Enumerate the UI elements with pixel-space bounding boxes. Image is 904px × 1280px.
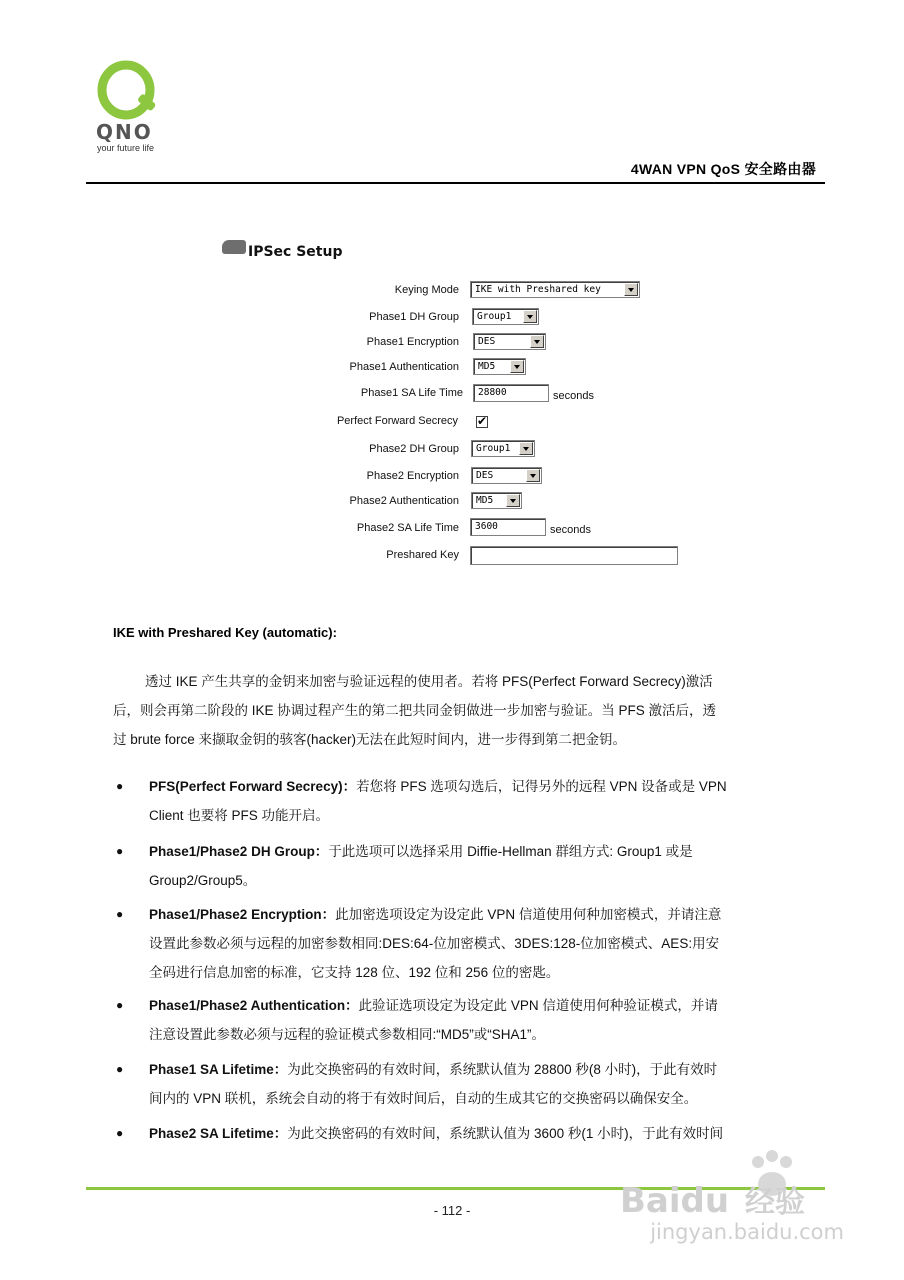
p2-encryption-select[interactable] bbox=[471, 467, 542, 484]
bullet-text: 为此交换密码的有效时间，系统默认值为 28800 秒(8 小时)，于此有效时 bbox=[287, 1062, 718, 1077]
bullet-text: 注意设置此参数必须与远程的验证模式参数相同:“MD5”或“SHA1”。 bbox=[149, 1027, 546, 1042]
p1-dh-group-value: Group1 bbox=[477, 311, 512, 322]
header-divider bbox=[86, 182, 825, 184]
bullet-term: Phase1/Phase2 DH Group： bbox=[149, 844, 329, 859]
intro-line-2: 后，则会再第二阶段的 IKE 协调过程产生的第二把共同金钥做进一步加密与验证。当 PFS 激活后，透 bbox=[113, 703, 717, 718]
pfs-label: Perfect Forward Secrecy bbox=[336, 415, 458, 427]
watermark-brand: Baidu bbox=[620, 1181, 730, 1221]
keying-mode-value: IKE with Preshared key bbox=[475, 284, 601, 295]
bullet-dot: ● bbox=[116, 1062, 124, 1076]
keying-mode-select[interactable] bbox=[470, 281, 640, 298]
p2-sa-life-input[interactable] bbox=[470, 518, 546, 536]
preshared-key-label: Preshared Key bbox=[386, 549, 459, 561]
bullet-text: 若您将 PFS 选项勾选后，记得另外的远程 VPN 设备或是 VPN bbox=[356, 779, 727, 794]
intro-line-1: 透过 IKE 产生共享的金钥来加密与验证远程的使用者。若将 PFS(Perfect Forward Secrecy)激活 bbox=[145, 674, 713, 689]
bullet-text: 为此交换密码的有效时间，系统默认值为 3600 秒(1 小时)，于此有效时间 bbox=[287, 1126, 724, 1141]
bullet-dot: ● bbox=[116, 779, 124, 793]
bullet-p2-sa-lifetime bbox=[149, 1119, 791, 1148]
p1-auth-value: MD5 bbox=[478, 361, 496, 372]
bullet-term: Phase1/Phase2 Authentication： bbox=[149, 998, 359, 1013]
chevron-down-icon[interactable] bbox=[526, 469, 540, 482]
bullet-encryption bbox=[149, 900, 791, 987]
bullet-text: 于此选项可以选择采用 Diffie-Hellman 群组方式: Group1 或是 bbox=[328, 844, 693, 859]
bullet-text: 全码进行信息加密的标准，它支持 128 位、192 位和 256 位的密匙。 bbox=[149, 965, 560, 980]
p1-encryption-select[interactable] bbox=[473, 333, 546, 350]
bullet-term: PFS(Perfect Forward Secrecy)： bbox=[149, 779, 357, 794]
bullet-pfs bbox=[149, 772, 791, 830]
page-header-title: 4WAN VPN QoS 安全路由器 bbox=[630, 161, 816, 177]
p1-sa-life-label: Phase1 SA Life Time bbox=[360, 387, 463, 399]
p2-sa-life-unit: seconds bbox=[550, 524, 591, 536]
p1-encryption-label: Phase1 Encryption bbox=[366, 336, 459, 348]
bullet-term: Phase2 SA Lifetime： bbox=[149, 1126, 288, 1141]
panel-title-icon bbox=[222, 240, 246, 254]
p2-sa-life-value: 3600 bbox=[475, 521, 498, 532]
preshared-key-input[interactable] bbox=[470, 546, 678, 565]
p2-encryption-value: DES bbox=[476, 470, 494, 481]
p2-auth-select[interactable] bbox=[471, 492, 522, 509]
bullet-dot: ● bbox=[116, 998, 124, 1012]
bullet-term: Phase1/Phase2 Encryption： bbox=[149, 907, 336, 922]
bullet-text: 间内的 VPN 联机，系统会自动的将于有效时间后，自动的生成其它的交换密码以确保安全。 bbox=[149, 1091, 698, 1106]
watermark-url: jingyan.baidu.com bbox=[650, 1220, 844, 1244]
chevron-down-icon[interactable] bbox=[519, 442, 533, 455]
bullet-text: 此加密选项设定为设定此 VPN 信道使用何种加密模式，并请注意 bbox=[335, 907, 722, 922]
pfs-checkbox[interactable] bbox=[476, 416, 488, 428]
logo-text: QNO bbox=[96, 120, 153, 144]
p1-dh-group-label: Phase1 DH Group bbox=[369, 311, 459, 323]
bullet-dot: ● bbox=[116, 1126, 124, 1140]
p1-encryption-value: DES bbox=[478, 336, 496, 347]
bullet-text: 设置此参数必须与远程的加密参数相同:DES:64-位加密模式、3DES:128-位加密模式、AES:用安 bbox=[149, 936, 720, 951]
bullet-text: Group2/Group5。 bbox=[149, 873, 257, 888]
page-number: - 112 - bbox=[433, 1203, 471, 1218]
p2-encryption-label: Phase2 Encryption bbox=[366, 470, 459, 482]
chevron-down-icon[interactable] bbox=[510, 360, 524, 373]
p1-sa-life-input[interactable] bbox=[473, 384, 549, 402]
keying-mode-label: Keying Mode bbox=[394, 284, 459, 296]
section-heading: IKE with Preshared Key (automatic): bbox=[113, 625, 337, 640]
panel-title: IPSec Setup bbox=[248, 244, 343, 260]
p1-auth-select[interactable] bbox=[473, 358, 526, 375]
p1-sa-life-value: 28800 bbox=[478, 387, 507, 398]
bullet-text: 此验证选项设定为设定此 VPN 信道使用何种验证模式，并请 bbox=[358, 998, 718, 1013]
chevron-down-icon[interactable] bbox=[523, 310, 537, 323]
watermark-brand-cn: 经验 bbox=[745, 1185, 805, 1220]
chevron-down-icon[interactable] bbox=[506, 494, 520, 507]
bullet-p1-sa-lifetime bbox=[149, 1055, 791, 1113]
p2-dh-group-select[interactable] bbox=[471, 440, 535, 457]
logo-tagline: your future life bbox=[97, 143, 155, 153]
bullet-term: Phase1 SA Lifetime： bbox=[149, 1062, 288, 1077]
bullet-text: Client 也要将 PFS 功能开启。 bbox=[149, 808, 330, 823]
p1-dh-group-select[interactable] bbox=[472, 308, 539, 325]
intro-line-3: 过 brute force 来撷取金钥的骇客(hacker)无法在此短时间内，进一步得到第二把金钥。 bbox=[113, 732, 627, 747]
p2-auth-value: MD5 bbox=[476, 495, 494, 506]
chevron-down-icon[interactable] bbox=[624, 283, 638, 296]
bullet-dot: ● bbox=[116, 844, 124, 858]
chevron-down-icon[interactable] bbox=[530, 335, 544, 348]
bullet-dh-group bbox=[149, 837, 791, 895]
p1-auth-label: Phase1 Authentication bbox=[349, 361, 459, 373]
bullet-authentication bbox=[149, 991, 791, 1049]
p1-sa-life-unit: seconds bbox=[553, 390, 594, 402]
p2-sa-life-label: Phase2 SA Life Time bbox=[356, 522, 459, 534]
p2-dh-group-label: Phase2 DH Group bbox=[369, 443, 459, 455]
p2-auth-label: Phase2 Authentication bbox=[349, 495, 459, 507]
bullet-dot: ● bbox=[116, 907, 124, 921]
p2-dh-group-value: Group1 bbox=[476, 443, 511, 454]
checkmark-icon: ✔ bbox=[477, 414, 488, 428]
